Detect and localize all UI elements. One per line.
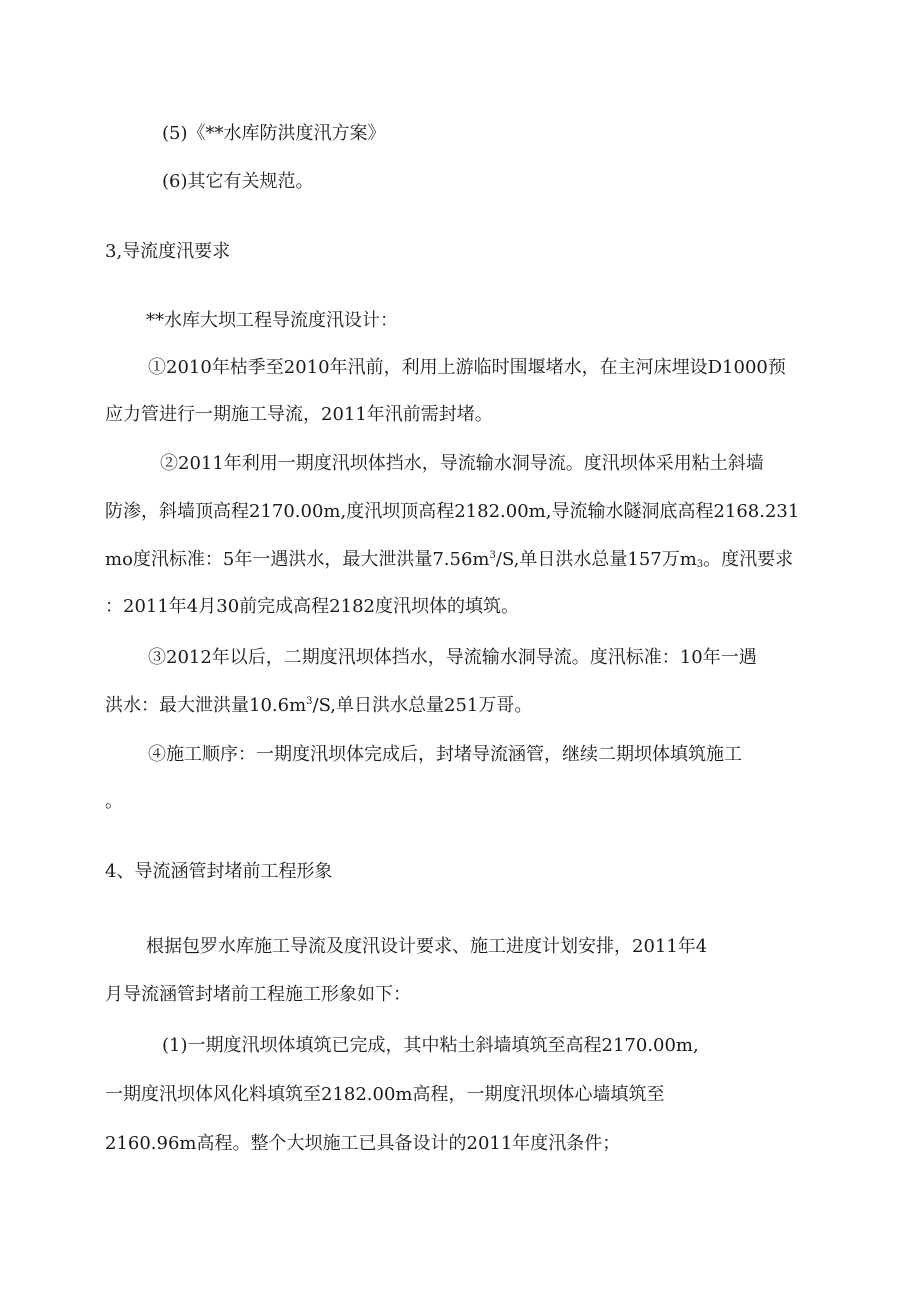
superscript: 3 [489, 550, 496, 561]
text-fragment: /S,单日洪水总量251万哥。 [312, 695, 533, 716]
paragraph-2-line-3 [105, 548, 793, 572]
paragraph-3-line-1: ③2012年以后，二期度汛坝体挡水，导流输水洞导流。度汛标准：10年一遇 [148, 647, 757, 668]
paragraph-4-line-1: ④施工顺序：一期度汛坝体完成后，封堵导流涵管，继续二期坝体填筑施工 [148, 744, 742, 765]
paragraph-6-line-3: 2160.96m高程。整个大坝施工已具备设计的2011年度汛条件； [105, 1133, 621, 1154]
superscript: 3 [306, 696, 313, 707]
text-fragment: /S,单日洪水总量157万m [495, 549, 697, 570]
text-fragment: 。度汛要求 [703, 549, 794, 570]
design-intro: **水库大坝工程导流度汛设计： [146, 310, 398, 331]
text-fragment: 洪水：最大泄洪量10.6m [105, 695, 307, 716]
paragraph-6-line-1: (1)一期度汛坝体填筑已完成，其中粘土斜墙填筑至高程2170.00m, [162, 1035, 699, 1056]
paragraph-1-line-2: 应力管进行一期施工导流，2011年汛前需封堵。 [105, 404, 493, 425]
subscript: 3 [696, 559, 704, 570]
paragraph-2-line-1: ②2011年利用一期度汛坝体挡水，导流输水洞导流。度汛坝体采用粘土斜墙 [160, 453, 764, 474]
paragraph-4-line-2: 。 [105, 791, 123, 812]
section-3-heading: 3,导流度汛要求 [105, 241, 231, 262]
section-4-heading: 4、导流涵管封堵前工程形象 [105, 861, 333, 882]
paragraph-6-line-2: 一期度汛坝体风化料填筑至2182.00m高程，一期度汛坝体心墙填筑至 [105, 1084, 665, 1105]
paragraph-2-line-4: ：2011年4月30前完成高程2182度汛坝体的填筑。 [105, 596, 519, 617]
text-fragment: mo度汛标准：5年一遇洪水，最大泄洪量7.56m [105, 549, 490, 570]
paragraph-5-line-1: 根据包罗水库施工导流及度汛设计要求、施工进度计划安排，2011年4 [146, 936, 708, 957]
paragraph-5-line-2: 月导流涵管封堵前工程施工形象如下： [105, 984, 411, 1005]
paragraph-1-line-1: ①2010年枯季至2010年汛前，利用上游临时围堰堵水，在主河床埋设D1000预 [148, 357, 786, 378]
paragraph-2-line-2: 防渗，斜墙顶高程2170.00m,度汛坝顶高程2182.00m,导流输水隧洞底高程2168.231 [105, 501, 800, 522]
reference-item-6: (6)其它有关规范。 [162, 171, 314, 192]
paragraph-3-line-2 [105, 694, 532, 718]
reference-item-5: (5)《**水库防洪度汛方案》 [162, 123, 386, 144]
